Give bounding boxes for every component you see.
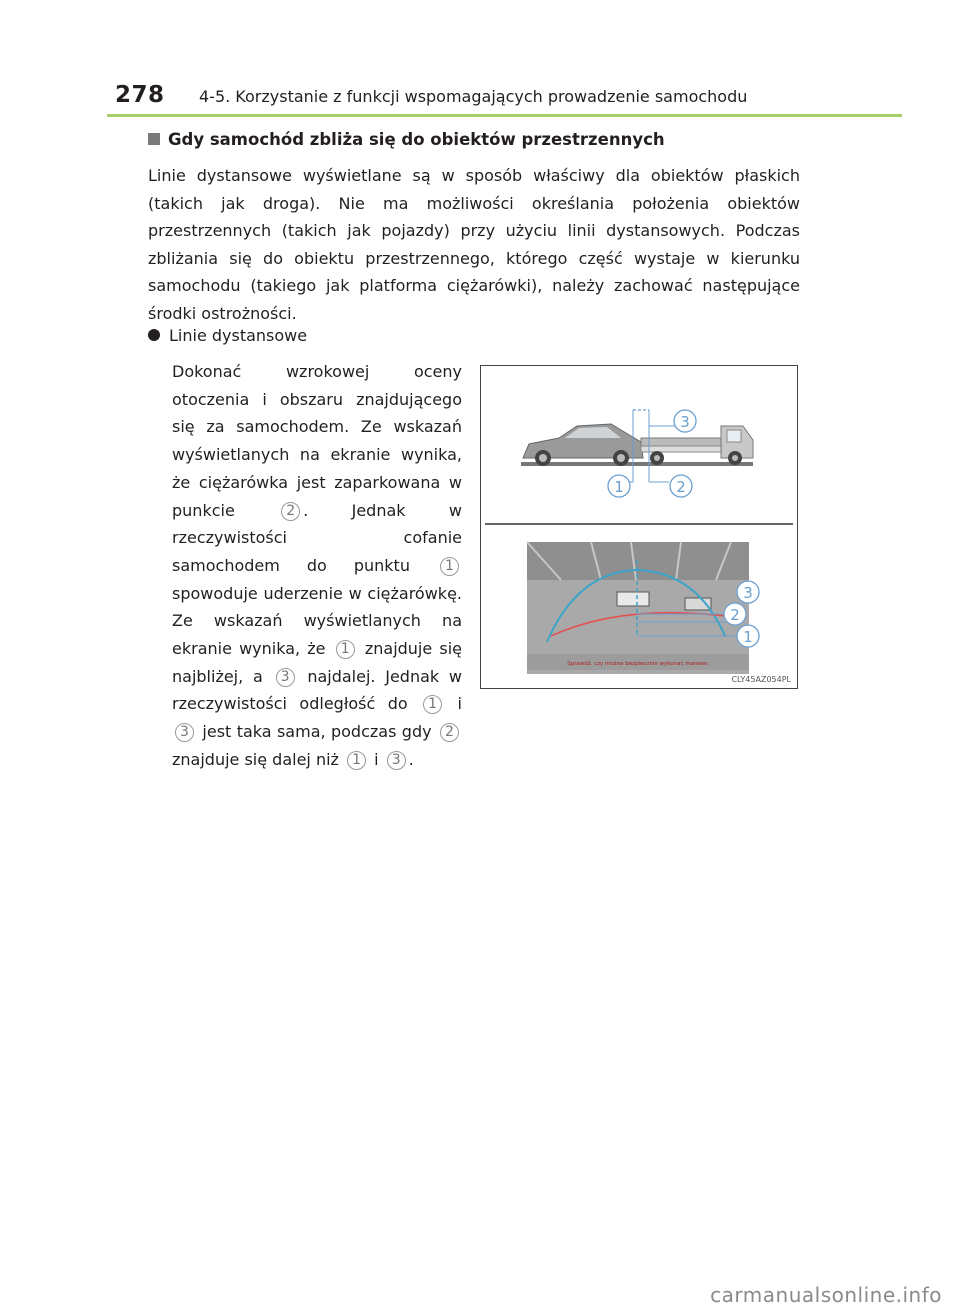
body-segment: Dokonać wzrokowej oceny otoczenia i obszaru znajdującego się za samochodem. Ze wskazań wyświetlanych na ekranie wynika, że ciężarówka jest zaparkowana w punkcie <box>172 362 462 520</box>
body-segment: . <box>408 749 414 769</box>
callout-3-bottom <box>737 581 759 603</box>
section-heading <box>148 130 665 149</box>
section-title: Gdy samochód zbliża się do obiektów przestrzennych <box>168 130 665 149</box>
watermark: carmanualsonline.info <box>710 1283 942 1307</box>
bullet-label: Linie dystansowe <box>169 326 308 345</box>
body-segment: znajduje się najbliżej, a <box>172 639 463 686</box>
callout-label: 2 <box>730 606 740 624</box>
ref-marker: 1 <box>336 640 355 659</box>
camera-screen <box>527 542 749 674</box>
callout-label: 3 <box>680 413 690 431</box>
chapter-title: 4-5. Korzystanie z funkcji wspomagających prowadzenie samochodu <box>199 87 748 106</box>
round-bullet-icon <box>148 329 160 341</box>
body-segment: spowoduje uderzenie w ciężarówkę. Ze wskazań wyświetlanych na ekranie wynika, że <box>172 583 462 659</box>
body-segment: znajduje się dalej niż <box>172 749 339 769</box>
figure-drawing <box>481 366 797 688</box>
ref-marker: 1 <box>347 751 366 770</box>
car-illustration <box>523 424 643 466</box>
ref-marker: 2 <box>440 723 459 742</box>
ref-marker: 1 <box>423 695 442 714</box>
callout-label: 2 <box>676 478 686 496</box>
illustration-figure <box>480 365 798 689</box>
ref-marker: 3 <box>387 751 406 770</box>
callout-2-bottom <box>724 603 746 625</box>
square-bullet-icon <box>148 133 160 145</box>
callout-3-top <box>674 410 696 432</box>
screen-message: Sprawdź, czy można bezpiecznie wykonać manewr. <box>567 661 709 667</box>
ref-marker: 3 <box>276 668 295 687</box>
body-segment: i <box>457 694 462 714</box>
callout-label: 3 <box>743 584 753 602</box>
ref-marker: 2 <box>281 502 300 521</box>
body-text <box>172 358 462 774</box>
ref-marker: 1 <box>440 557 459 576</box>
header-rule <box>107 114 902 117</box>
body-segment: najdalej. Jednak w rzeczywistości odległość do <box>172 666 463 714</box>
truck-illustration <box>641 426 753 465</box>
callout-1-bottom <box>737 625 759 647</box>
callout-label: 1 <box>743 628 753 646</box>
callout-1-top <box>608 475 630 497</box>
bullet-item <box>148 326 307 345</box>
figure-code: CLY45AZ054PL <box>731 675 791 684</box>
body-segment: . Jednak w rzeczywistości cofanie samochodem do punktu <box>172 500 462 575</box>
road <box>521 462 753 466</box>
callout-2-top <box>670 475 692 497</box>
body-segment: i <box>374 749 379 769</box>
callout-label: 1 <box>614 478 624 496</box>
section-paragraph: Linie dystansowe wyświetlane są w sposób właściwy dla obiektów płaskich (takich jak droga). Nie ma możliwości określania położenia obiektów przestrzennych (takich jak pojazdy) przy użyciu linii dystansowych. Podczas zbliżania się do obiektu przestrzennego, którego część wystaje w kierunku samochodu (takiego jak platforma ciężarówki), należy zachować następujące środki ostrożności. <box>148 166 800 323</box>
page-header <box>107 78 902 116</box>
ref-marker: 3 <box>175 723 194 742</box>
body-segment: jest taka sama, podczas gdy <box>202 722 432 742</box>
page-number: 278 <box>115 82 165 108</box>
